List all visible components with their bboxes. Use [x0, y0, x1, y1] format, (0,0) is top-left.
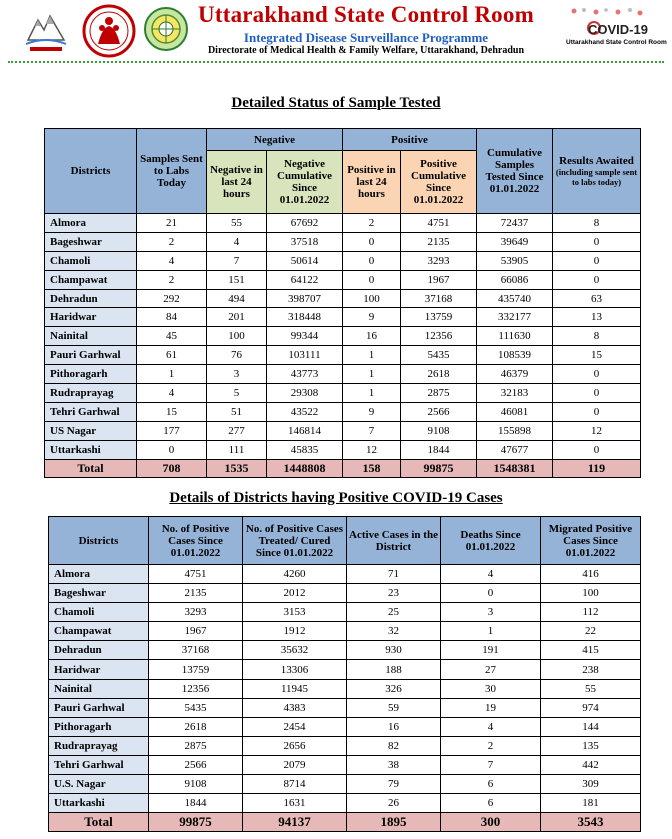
district-name-cell: Uttarkashi	[45, 440, 137, 459]
positive-24h-cell: 1	[343, 346, 401, 365]
results-awaited-cell: 0	[553, 440, 641, 459]
negative-24h-cell: 277	[207, 421, 267, 440]
positive-cases-cell: 1844	[149, 794, 243, 813]
cumulative-tested-cell: 72437	[477, 214, 553, 233]
migrated-cases-cell: 416	[541, 565, 641, 584]
samples-sent-cell: 4	[137, 384, 207, 403]
positive-cumulative-cell: 2135	[401, 232, 477, 251]
total-label: Total	[49, 813, 149, 832]
cured-cases-cell: 11945	[243, 679, 347, 698]
deaths-cell: 0	[441, 584, 541, 603]
deaths-cell: 6	[441, 775, 541, 794]
positive-cumulative-cell: 2566	[401, 402, 477, 421]
district-name-cell: Champawat	[49, 622, 149, 641]
positive-cumulative-cell: 9108	[401, 421, 477, 440]
table-row	[45, 214, 641, 233]
cured-cases-cell: 13306	[243, 660, 347, 679]
cured-cases-cell: 8714	[243, 775, 347, 794]
district-name-cell: U.S. Nagar	[49, 775, 149, 794]
results-awaited-cell: 0	[553, 270, 641, 289]
negative-24h-cell: 111	[207, 440, 267, 459]
active-cases-cell: 38	[347, 755, 441, 774]
migrated-cases-cell: 55	[541, 679, 641, 698]
header-positive-24h: Positive in last 24 hours	[343, 151, 401, 214]
active-cases-cell: 79	[347, 775, 441, 794]
results-awaited-label: Results Awaited	[559, 155, 634, 167]
table-row	[45, 327, 641, 346]
negative-24h-cell: 494	[207, 289, 267, 308]
header-positive-group: Positive	[343, 129, 477, 151]
samples-sent-cell: 0	[137, 440, 207, 459]
table-row	[45, 421, 641, 440]
positive-24h-cell: 12	[343, 440, 401, 459]
migrated-cases-cell: 442	[541, 755, 641, 774]
results-awaited-cell: 0	[553, 402, 641, 421]
header-active-cases: Active Cases in the District	[347, 517, 441, 565]
table-row	[49, 775, 641, 794]
negative-cumulative-cell: 146814	[267, 421, 343, 440]
negative-24h-cell: 4	[207, 232, 267, 251]
district-name-cell: Chamoli	[45, 251, 137, 270]
total-negative-24h: 1535	[207, 459, 267, 478]
positive-cases-total-row	[49, 813, 641, 832]
table-row	[49, 794, 641, 813]
migrated-cases-cell: 100	[541, 584, 641, 603]
header-negative-cumulative: Negative Cumulative Since 01.01.2022	[267, 151, 343, 214]
results-awaited-cell: 15	[553, 346, 641, 365]
migrated-cases-cell: 112	[541, 603, 641, 622]
district-name-cell: Pithoragarh	[45, 365, 137, 384]
samples-sent-cell: 292	[137, 289, 207, 308]
positive-cumulative-cell: 1967	[401, 270, 477, 289]
positive-cases-cell: 4751	[149, 565, 243, 584]
header-deaths: Deaths Since 01.01.2022	[441, 517, 541, 565]
results-awaited-cell: 0	[553, 251, 641, 270]
positive-cumulative-cell: 2875	[401, 384, 477, 403]
deaths-cell: 2	[441, 736, 541, 755]
district-name-cell: Champawat	[45, 270, 137, 289]
results-awaited-cell: 8	[553, 327, 641, 346]
positive-cumulative-cell: 13759	[401, 308, 477, 327]
positive-24h-cell: 2	[343, 214, 401, 233]
district-name-cell: Bageshwar	[45, 232, 137, 251]
positive-cumulative-cell: 3293	[401, 251, 477, 270]
sample-status-total-row	[45, 459, 641, 478]
positive-24h-cell: 100	[343, 289, 401, 308]
results-awaited-cell: 8	[553, 214, 641, 233]
covid-logo-subtext: Uttarakhand State Control Room	[566, 39, 667, 46]
migrated-cases-cell: 309	[541, 775, 641, 794]
deaths-cell: 191	[441, 641, 541, 660]
cumulative-tested-cell: 108539	[477, 346, 553, 365]
samples-sent-cell: 4	[137, 251, 207, 270]
migrated-cases-cell: 974	[541, 698, 641, 717]
negative-24h-cell: 76	[207, 346, 267, 365]
results-awaited-cell: 63	[553, 289, 641, 308]
cumulative-tested-cell: 111630	[477, 327, 553, 346]
district-name-cell: Dehradun	[45, 289, 137, 308]
cumulative-tested-cell: 46379	[477, 365, 553, 384]
negative-cumulative-cell: 64122	[267, 270, 343, 289]
positive-cases-title: Details of Districts having Positive COVID-19 Cases	[169, 490, 503, 506]
table-row	[49, 641, 641, 660]
deaths-cell: 27	[441, 660, 541, 679]
positive-cases-cell: 9108	[149, 775, 243, 794]
positive-cases-cell: 13759	[149, 660, 243, 679]
cumulative-tested-cell: 53905	[477, 251, 553, 270]
cumulative-tested-cell: 46081	[477, 402, 553, 421]
table-row	[49, 755, 641, 774]
positive-24h-cell: 1	[343, 384, 401, 403]
active-cases-cell: 82	[347, 736, 441, 755]
results-awaited-cell: 0	[553, 232, 641, 251]
active-cases-cell: 59	[347, 698, 441, 717]
samples-sent-cell: 177	[137, 421, 207, 440]
migrated-cases-cell: 144	[541, 717, 641, 736]
cumulative-tested-cell: 47677	[477, 440, 553, 459]
total-positive-24h: 158	[343, 459, 401, 478]
cured-cases-cell: 1631	[243, 794, 347, 813]
positive-cases-cell: 2875	[149, 736, 243, 755]
district-name-cell: Dehradun	[49, 641, 149, 660]
deaths-cell: 1	[441, 622, 541, 641]
positive-cases-cell: 5435	[149, 698, 243, 717]
idsp-logo-icon	[143, 6, 189, 52]
table-row	[45, 346, 641, 365]
cured-cases-cell: 1912	[243, 622, 347, 641]
negative-24h-cell: 55	[207, 214, 267, 233]
positive-24h-cell: 9	[343, 402, 401, 421]
header-migrated-cases: Migrated Positive Cases Since 01.01.2022	[541, 517, 641, 565]
results-awaited-note: (including sample sent to labs today)	[555, 167, 638, 187]
total-negative-cumulative: 1448808	[267, 459, 343, 478]
total-active-cases: 1895	[347, 813, 441, 832]
negative-24h-cell: 201	[207, 308, 267, 327]
negative-cumulative-cell: 45835	[267, 440, 343, 459]
positive-cases-cell: 2566	[149, 755, 243, 774]
active-cases-cell: 188	[347, 660, 441, 679]
negative-cumulative-cell: 43522	[267, 402, 343, 421]
positive-cases-cell: 2135	[149, 584, 243, 603]
negative-cumulative-cell: 43773	[267, 365, 343, 384]
total-label: Total	[45, 459, 137, 478]
table-row	[49, 603, 641, 622]
cured-cases-cell: 2454	[243, 717, 347, 736]
table-row	[45, 365, 641, 384]
covid-19-logo-text: COVID-19	[588, 22, 648, 37]
active-cases-cell: 71	[347, 565, 441, 584]
negative-cumulative-cell: 67692	[267, 214, 343, 233]
negative-24h-cell: 151	[207, 270, 267, 289]
negative-cumulative-cell: 50614	[267, 251, 343, 270]
table-row	[45, 270, 641, 289]
district-name-cell: US Nagar	[45, 421, 137, 440]
migrated-cases-cell: 22	[541, 622, 641, 641]
results-awaited-cell: 0	[553, 384, 641, 403]
total-deaths: 300	[441, 813, 541, 832]
samples-sent-cell: 21	[137, 214, 207, 233]
samples-sent-cell: 15	[137, 402, 207, 421]
positive-24h-cell: 16	[343, 327, 401, 346]
deaths-cell: 30	[441, 679, 541, 698]
migrated-cases-cell: 238	[541, 660, 641, 679]
positive-cumulative-cell: 2618	[401, 365, 477, 384]
results-awaited-cell: 12	[553, 421, 641, 440]
negative-24h-cell: 7	[207, 251, 267, 270]
positive-24h-cell: 0	[343, 270, 401, 289]
negative-24h-cell: 5	[207, 384, 267, 403]
total-cumulative-tested: 1548381	[477, 459, 553, 478]
active-cases-cell: 26	[347, 794, 441, 813]
district-name-cell: Almora	[49, 565, 149, 584]
total-cured-cases: 94137	[243, 813, 347, 832]
table-row	[45, 308, 641, 327]
positive-24h-cell: 9	[343, 308, 401, 327]
positive-cumulative-cell: 4751	[401, 214, 477, 233]
total-results-awaited: 119	[553, 459, 641, 478]
total-positive-cumulative: 99875	[401, 459, 477, 478]
district-name-cell: Chamoli	[49, 603, 149, 622]
samples-sent-cell: 45	[137, 327, 207, 346]
positive-cumulative-cell: 1844	[401, 440, 477, 459]
cured-cases-cell: 35632	[243, 641, 347, 660]
deaths-cell: 19	[441, 698, 541, 717]
district-name-cell: Haridwar	[45, 308, 137, 327]
table-row	[49, 565, 641, 584]
district-name-cell: Haridwar	[49, 660, 149, 679]
header-divider	[8, 61, 664, 63]
table-row	[49, 622, 641, 641]
district-name-cell: Nainital	[49, 679, 149, 698]
district-name-cell: Pauri Garhwal	[45, 346, 137, 365]
negative-cumulative-cell: 99344	[267, 327, 343, 346]
header-results-awaited	[553, 129, 641, 214]
active-cases-cell: 326	[347, 679, 441, 698]
cumulative-tested-cell: 32183	[477, 384, 553, 403]
table-row	[45, 402, 641, 421]
positive-cases-cell: 1967	[149, 622, 243, 641]
migrated-cases-cell: 181	[541, 794, 641, 813]
cumulative-tested-cell: 435740	[477, 289, 553, 308]
samples-sent-cell: 1	[137, 365, 207, 384]
migrated-cases-cell: 135	[541, 736, 641, 755]
deaths-cell: 4	[441, 565, 541, 584]
active-cases-cell: 16	[347, 717, 441, 736]
results-awaited-cell: 0	[553, 365, 641, 384]
migrated-cases-cell: 415	[541, 641, 641, 660]
district-name-cell: Nainital	[45, 327, 137, 346]
positive-24h-cell: 0	[343, 251, 401, 270]
table-row	[49, 717, 641, 736]
cured-cases-cell: 2012	[243, 584, 347, 603]
negative-cumulative-cell: 37518	[267, 232, 343, 251]
district-name-cell: Tehri Garhwal	[45, 402, 137, 421]
negative-24h-cell: 100	[207, 327, 267, 346]
deaths-cell: 6	[441, 794, 541, 813]
control-room-title: Uttarakhand State Control Room	[198, 2, 534, 27]
header-negative-24h: Negative in last 24 hours	[207, 151, 267, 214]
header-districts: Districts	[49, 517, 149, 565]
directorate-line: Directorate of Medical Health & Family Welfare, Uttarakhand, Dehradun	[207, 45, 525, 56]
cured-cases-cell: 2656	[243, 736, 347, 755]
cumulative-tested-cell: 155898	[477, 421, 553, 440]
district-name-cell: Bageshwar	[49, 584, 149, 603]
sample-status-table	[44, 128, 641, 478]
positive-24h-cell: 1	[343, 365, 401, 384]
deaths-cell: 3	[441, 603, 541, 622]
samples-sent-cell: 84	[137, 308, 207, 327]
header-negative-group: Negative	[207, 129, 343, 151]
programme-subtitle: Integrated Disease Surveillance Programme	[243, 30, 489, 45]
positive-cumulative-cell: 37168	[401, 289, 477, 308]
header-districts: Districts	[45, 129, 137, 214]
cumulative-tested-cell: 332177	[477, 308, 553, 327]
samples-sent-cell: 61	[137, 346, 207, 365]
table-row	[49, 679, 641, 698]
table-row	[45, 440, 641, 459]
deaths-cell: 4	[441, 717, 541, 736]
positive-cases-cell: 2618	[149, 717, 243, 736]
negative-cumulative-cell: 398707	[267, 289, 343, 308]
district-name-cell: Rudraprayag	[49, 736, 149, 755]
table-row	[45, 232, 641, 251]
national-health-mission-logo-icon	[80, 4, 138, 58]
header-cured-cases: No. of Positive Cases Treated/ Cured Since 01.01.2022	[243, 517, 347, 565]
negative-cumulative-cell: 29308	[267, 384, 343, 403]
positive-cases-cell: 12356	[149, 679, 243, 698]
total-samples-sent: 708	[137, 459, 207, 478]
uttarakhand-emblem-icon	[22, 6, 70, 54]
table-row	[49, 660, 641, 679]
header-positive-cases: No. of Positive Cases Since 01.01.2022	[149, 517, 243, 565]
positive-24h-cell: 7	[343, 421, 401, 440]
cumulative-tested-cell: 39649	[477, 232, 553, 251]
results-awaited-cell: 13	[553, 308, 641, 327]
samples-sent-cell: 2	[137, 232, 207, 251]
positive-cumulative-cell: 12356	[401, 327, 477, 346]
active-cases-cell: 25	[347, 603, 441, 622]
district-name-cell: Uttarkashi	[49, 794, 149, 813]
header-positive-cumulative: Positive Cumulative Since 01.01.2022	[401, 151, 477, 214]
active-cases-cell: 32	[347, 622, 441, 641]
positive-cases-cell: 37168	[149, 641, 243, 660]
cured-cases-cell: 3153	[243, 603, 347, 622]
samples-sent-cell: 2	[137, 270, 207, 289]
district-name-cell: Almora	[45, 214, 137, 233]
table-row	[45, 384, 641, 403]
header-cumulative-tested: Cumulative Samples Tested Since 01.01.2022	[477, 129, 553, 214]
cured-cases-cell: 2079	[243, 755, 347, 774]
district-name-cell: Pauri Garhwal	[49, 698, 149, 717]
active-cases-cell: 930	[347, 641, 441, 660]
district-name-cell: Pithoragarh	[49, 717, 149, 736]
report-header	[0, 0, 672, 62]
positive-cases-cell: 3293	[149, 603, 243, 622]
negative-cumulative-cell: 318448	[267, 308, 343, 327]
district-name-cell: Tehri Garhwal	[49, 755, 149, 774]
header-samples-sent: Samples Sent to Labs Today	[137, 129, 207, 214]
negative-24h-cell: 51	[207, 402, 267, 421]
cumulative-tested-cell: 66086	[477, 270, 553, 289]
deaths-cell: 7	[441, 755, 541, 774]
positive-24h-cell: 0	[343, 232, 401, 251]
cured-cases-cell: 4383	[243, 698, 347, 717]
active-cases-cell: 23	[347, 584, 441, 603]
total-positive-cases: 99875	[149, 813, 243, 832]
cured-cases-cell: 4260	[243, 565, 347, 584]
table-row	[45, 251, 641, 270]
positive-cumulative-cell: 5435	[401, 346, 477, 365]
table-row	[49, 584, 641, 603]
district-name-cell: Rudraprayag	[45, 384, 137, 403]
negative-24h-cell: 3	[207, 365, 267, 384]
sample-status-title: Detailed Status of Sample Tested	[231, 95, 441, 111]
table-row	[49, 736, 641, 755]
negative-cumulative-cell: 103111	[267, 346, 343, 365]
table-row	[45, 289, 641, 308]
total-migrated-cases: 3543	[541, 813, 641, 832]
positive-cases-table	[48, 516, 641, 832]
table-row	[49, 698, 641, 717]
